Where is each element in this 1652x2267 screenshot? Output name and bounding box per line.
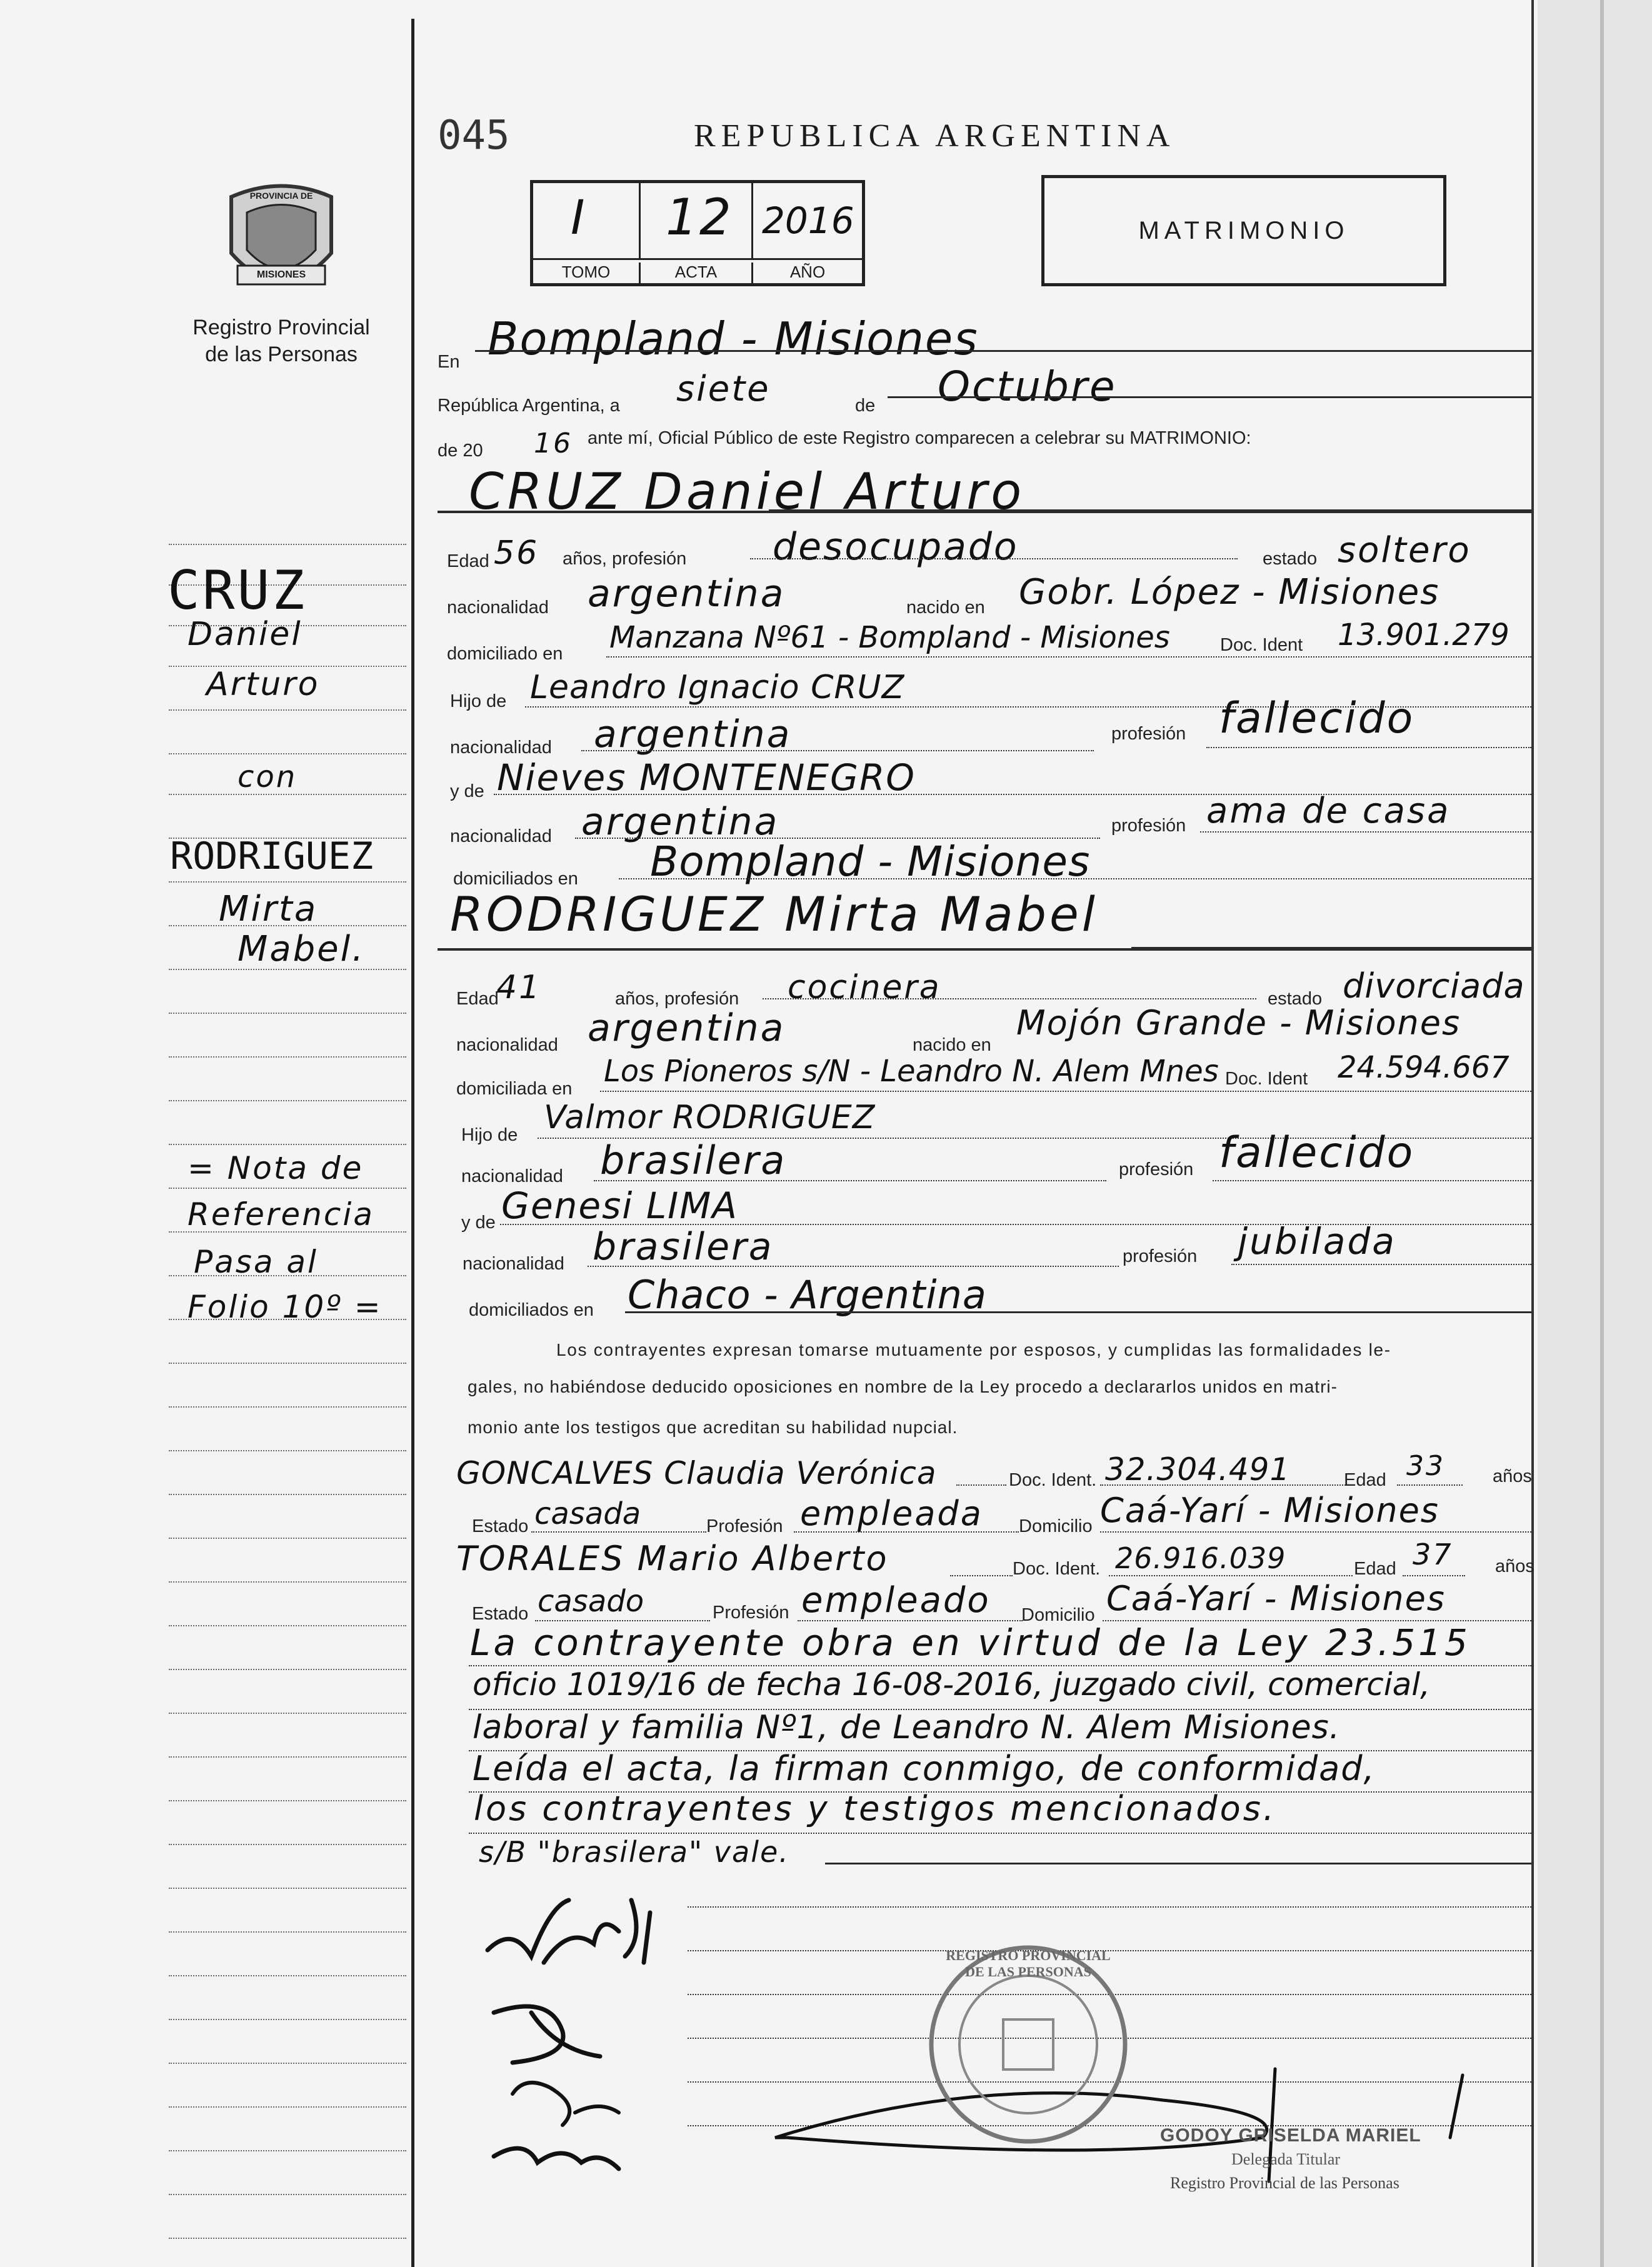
groom-birthplace: Gobr. López - Misiones (1019, 572, 1440, 613)
margin-note-line2: Referencia (188, 1196, 374, 1233)
groom-father-occupation: fallecido (1219, 694, 1415, 743)
page-edge (1538, 0, 1652, 2267)
acta-label: ACTA (641, 263, 753, 285)
groom-civil-status: soltero (1338, 530, 1471, 571)
witness-2-label-profesion: Profesión (713, 1603, 789, 1623)
month: Octubre (938, 363, 1117, 411)
bride-address: Los Pioneros s/N - Leandro N. Alem Mnes (604, 1054, 1219, 1089)
official-stamp (925, 1941, 1131, 2148)
tomo-value: I (571, 189, 587, 245)
declaration-line1: Los contrayentes expresan tomarse mutuamente por esposos, y cumplidas las formalidades le- (556, 1340, 1391, 1359)
label-profesion-b: profesión (1119, 1159, 1194, 1179)
witness-2-label-estado: Estado (472, 1604, 529, 1624)
groom-nationality: argentina (588, 572, 786, 616)
label-hijo-de: Hijo de (450, 691, 507, 711)
place: Bompland - Misiones (488, 313, 979, 365)
witness-2-address: Caá-Yarí - Misiones (1106, 1579, 1446, 1618)
label-domiciliados-b: domiciliados en (469, 1300, 594, 1320)
margin-groom-surname: CRUZ (168, 559, 308, 622)
ref-labels-row (533, 258, 862, 283)
province-seal (219, 178, 344, 303)
label-domiciliados: domiciliados en (453, 869, 578, 889)
margin-bride-middle: Mabel. (238, 929, 365, 969)
record-type: MATRIMONIO (1138, 216, 1349, 244)
groom-father: Leandro Ignacio CRUZ (530, 669, 905, 706)
bride-mother: Genesi LIMA (501, 1184, 738, 1227)
groom-address: Manzana Nº61 - Bompland - Misiones (609, 620, 1170, 655)
registry-name-line1: Registro Provincial (193, 316, 370, 339)
witness-2-name: TORALES Mario Alberto (456, 1539, 889, 1578)
acta-cell (641, 183, 753, 258)
binding-strip (1600, 0, 1604, 2267)
label-hijo-de-b: Hijo de (461, 1125, 518, 1145)
bride-full-name: RODRIGUEZ Mirta Mabel (450, 886, 1098, 942)
margin-note-line3: Pasa al (194, 1244, 318, 1280)
witness-1-address: Caá-Yarí - Misiones (1100, 1491, 1439, 1530)
witness-2-label-domicilio: Domicilio (1021, 1605, 1095, 1625)
label-domiciliado: domiciliado en (447, 644, 563, 664)
witness-2-id: 26.916.039 (1115, 1541, 1286, 1575)
label-anos-profesion-b: años, profesión (615, 989, 739, 1009)
ano-cell (753, 183, 862, 258)
bride-occupation: cocinera (788, 969, 941, 1006)
groom-id-number: 13.901.279 (1338, 618, 1509, 653)
label-ante: ante mí, Oficial Público de este Registro comparecen a celebrar su MATRIMONIO: (588, 428, 1251, 448)
year-suffix: 16 (534, 428, 573, 459)
margin-note-line1: = Nota de (188, 1150, 364, 1186)
label-nacionalidad-2: nacionalidad (450, 738, 552, 758)
witness-1-status: casada (534, 1496, 641, 1531)
label-y-de-b: y de (461, 1213, 496, 1233)
groom-occupation: desocupado (773, 525, 1019, 569)
groom-father-nationality: argentina (594, 713, 792, 756)
document-country: REPUBLICA ARGENTINA (694, 118, 1176, 154)
note-line-1: La contrayente obra en virtud de la Ley 23.515 (470, 1621, 1471, 1664)
label-nacionalidad-b3: nacionalidad (463, 1254, 564, 1274)
tomo-label: TOMO (533, 263, 641, 285)
label-nacionalidad-b: nacionalidad (456, 1035, 558, 1055)
official-office: Registro Provincial de las Personas (1170, 2174, 1399, 2192)
label-nacido-en-b: nacido en (913, 1035, 991, 1055)
note-line-3: laboral y familia Nº1, de Leandro N. Alem Misiones. (473, 1709, 1341, 1746)
official-title: Delegada Titular (1231, 2150, 1341, 2168)
witness-1-label-doc: Doc. Ident. (1009, 1470, 1097, 1490)
label-doc-ident: Doc. Ident (1220, 635, 1303, 655)
bride-parents-address: Chaco - Argentina (628, 1272, 987, 1318)
witness-2-status: casado (538, 1584, 644, 1619)
official-name: GODOY GRISELDA MARIEL (1160, 2125, 1421, 2146)
bride-mother-nationality: brasilera (593, 1225, 774, 1269)
margin-connector: con (238, 759, 298, 794)
groom-full-name: CRUZ Daniel Arturo (469, 463, 1026, 521)
witness-1-label-estado: Estado (472, 1516, 529, 1536)
witness-1-label-domicilio: Domicilio (1019, 1516, 1093, 1536)
bride-father-occupation: fallecido (1219, 1128, 1415, 1178)
witness-2-label-doc: Doc. Ident. (1013, 1559, 1101, 1579)
witness-1-id: 32.304.491 (1105, 1451, 1291, 1488)
witness-2-occupation: empleado (801, 1580, 991, 1621)
note-line-2: oficio 1019/16 de fecha 16-08-2016, juzgado civil, comercial, (473, 1666, 1431, 1703)
bride-father-nationality: brasilera (600, 1138, 787, 1183)
declaration-line3: monio ante los testigos que acreditan su habilidad nupcial. (468, 1418, 958, 1437)
day: siete (676, 369, 771, 409)
witness-1-label-profesion: Profesión (706, 1516, 783, 1536)
groom-mother-occupation: ama de casa (1206, 791, 1451, 831)
label-estado: estado (1263, 549, 1318, 569)
witness-1-label-edad: Edad (1344, 1470, 1386, 1490)
note-line-5: los contrayentes y testigos mencionados. (474, 1789, 1277, 1828)
label-y-de: y de (450, 781, 484, 801)
margin-groom-middle: Arturo (206, 666, 320, 703)
witness-1-name: GONCALVES Claudia Verónica (456, 1455, 937, 1491)
ano-label: AÑO (789, 263, 826, 281)
registry-name-line2: de las Personas (205, 343, 358, 366)
reference-box (530, 180, 865, 286)
witness-2-label-edad: Edad (1354, 1559, 1396, 1579)
label-doc-ident-b: Doc. Ident (1225, 1069, 1308, 1089)
bride-nationality: argentina (588, 1006, 786, 1050)
groom-age: 56 (494, 534, 539, 572)
groom-mother: Nieves MONTENEGRO (497, 756, 916, 799)
margin-bride-surname: RODRIGUEZ (170, 834, 374, 878)
bride-civil-status: divorciada (1343, 966, 1525, 1006)
stamp-text: REGISTRO PROVINCIAL DE LAS PERSONAS (946, 1948, 1111, 1979)
seal-text-bottom: MISIONES (256, 269, 306, 280)
record-type-box (1041, 175, 1446, 286)
witness-1-occupation: empleada (800, 1494, 983, 1533)
label-domiciliada: domiciliada en (456, 1079, 573, 1099)
margin-bride-first: Mirta (219, 889, 318, 929)
ano-value: 2016 (762, 199, 854, 242)
witness-2-label-anos: años (1495, 1556, 1534, 1576)
bride-mother-occupation: jubilada (1238, 1220, 1396, 1263)
groom-parents-address: Bompland - Misiones (650, 838, 1091, 886)
margin-groom-first: Daniel (188, 616, 303, 653)
label-profesion-2: profesión (1111, 816, 1186, 836)
label-nacionalidad-3: nacionalidad (450, 826, 552, 846)
tomo-cell (533, 183, 641, 258)
label-nacido-en: nacido en (906, 598, 985, 618)
label-profesion-b2: profesión (1123, 1246, 1198, 1266)
witness-1-age: 33 (1406, 1450, 1445, 1482)
label-edad-b: Edad (456, 989, 499, 1009)
folio-number: 045 (438, 113, 510, 159)
bride-id-number: 24.594.667 (1338, 1050, 1509, 1085)
label-nacionalidad: nacionalidad (447, 598, 549, 618)
label-nacionalidad-b2: nacionalidad (461, 1166, 563, 1186)
margin-divider (411, 19, 414, 2267)
note-line-4: Leída el acta, la firman conmigo, de conformidad, (473, 1749, 1376, 1788)
seal-text-top: PROVINCIA DE (249, 191, 313, 201)
label-profesion: profesión (1111, 724, 1186, 744)
note-line-6: s/B "brasilera" vale. (479, 1835, 789, 1869)
label-anos-profesion: años, profesión (563, 549, 687, 569)
label-year-prefix: de 20 (438, 441, 483, 461)
witness-1-label-anos: años (1493, 1466, 1532, 1486)
acta-value: 12 (666, 188, 733, 246)
page-border-right (1531, 0, 1534, 2267)
margin-note-line4: Folio 10º = (188, 1289, 383, 1325)
label-edad: Edad (447, 551, 489, 571)
declaration-line2: gales, no habiéndose deducido oposiciones en nombre de la Ley procedo a declararlos unidos en matri- (468, 1377, 1338, 1396)
bride-age: 41 (496, 969, 542, 1006)
label-de: de (855, 396, 876, 416)
bride-father: Valmor RODRIGUEZ (544, 1099, 876, 1136)
label-en: En (438, 352, 460, 372)
groom-mother-nationality: argentina (581, 800, 779, 844)
witness-2-age: 37 (1413, 1538, 1453, 1571)
label-republica: República Argentina, a (438, 396, 620, 416)
label-estado-b: estado (1268, 989, 1323, 1009)
bride-birthplace: Mojón Grande - Misiones (1016, 1003, 1461, 1043)
